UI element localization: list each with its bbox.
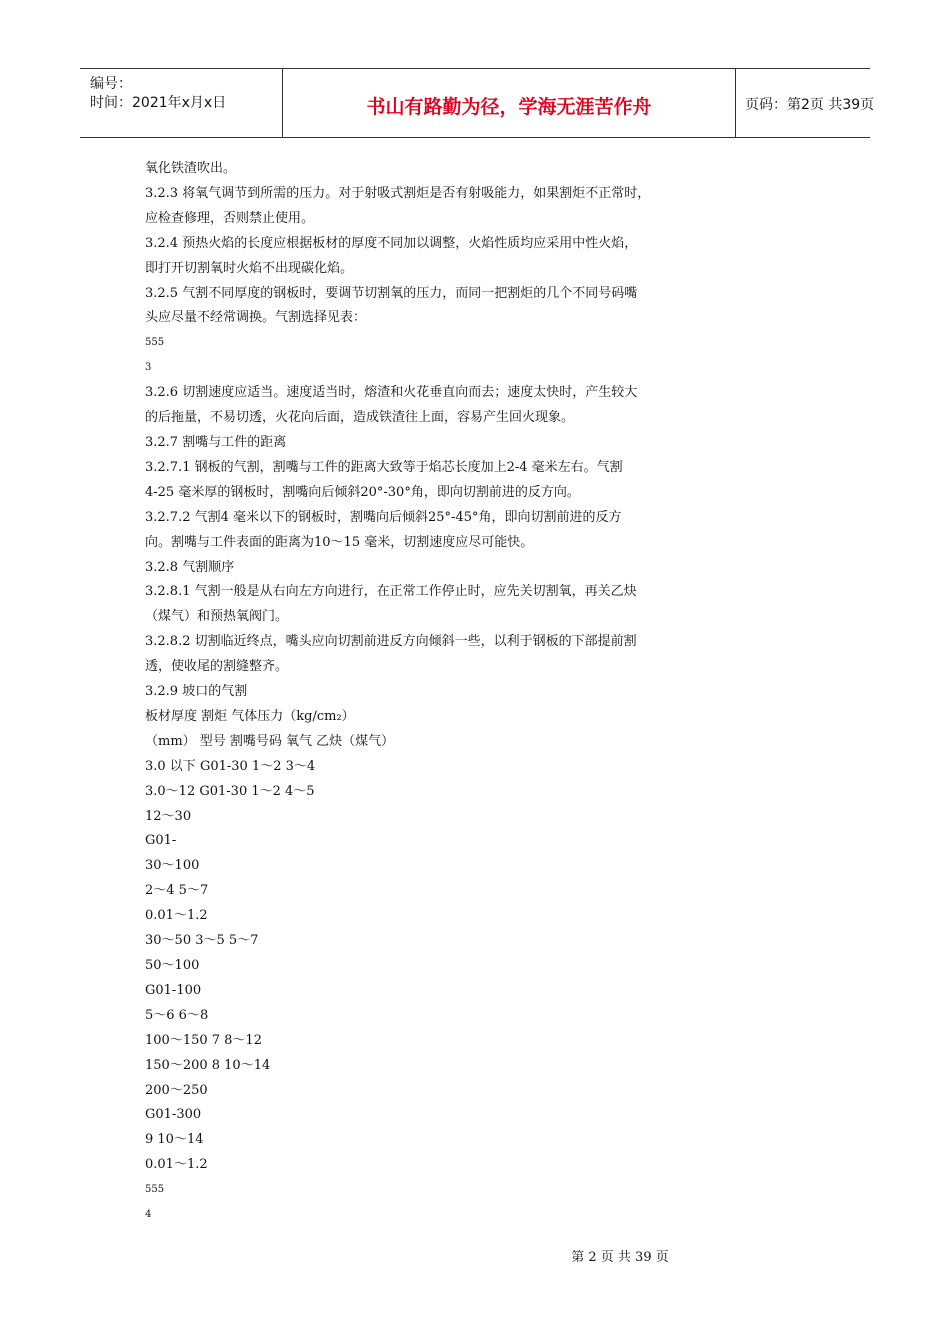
text-line: 555 [145,337,165,349]
text-line: 3.2.7.2 气割4 毫米以下的钢板时，割嘴向后倾斜25°-45°角，即向切割前进的反方 [145,509,622,525]
text-line: 头应尽量不经常调换。气割选择见表： [145,310,367,326]
footer-page-number: 第 2 页 共 39 页 [571,1250,669,1265]
text-line: 3.2.5 气割不同厚度的钢板时，要调节切割氧的压力，而同一把割炬的几个不同号码嘴 [145,285,638,301]
text-line: G01-100 [145,982,202,998]
text-line: 3.2.7 割嘴与工件的距离 [145,434,287,450]
text-line: 555 [145,1184,165,1196]
text-line: 4 [145,1209,152,1221]
page-header [80,68,875,138]
text-line: 0.01～1.2 [145,908,208,924]
text-line: （mm） 型号 割嘴号码 氧气 乙炔（煤气） [145,733,395,749]
text-line: 3.2.6 切割速度应适当。速度适当时，熔渣和火花垂直向而去；速度太快时，产生较大 [145,385,638,401]
text-line: 3.2.8.2 切割临近终点，嘴头应向切割前进反方向倾斜一些，以利于钢板的下部提前割 [145,634,637,650]
text-line: 3.2.8.1 气割一般是从右向左方向进行，在正常工作停止时，应先关切割氧，再关乙炔 [145,584,637,600]
text-line: 透，使收尾的割缝整齐。 [145,659,289,675]
text-line: G01- [145,833,177,849]
header-motto-cell [282,69,736,137]
text-line: 3.2.8 气割顺序 [145,559,235,575]
text-line: 应检查修理，否则禁止使用。 [145,210,315,226]
text-line: 12～30 [145,808,192,824]
text-line: 3.0～12 G01-30 1～2 4～5 [145,783,315,799]
text-line: 50～100 [145,958,200,973]
text-line: 30～100 [145,858,200,874]
text-line: 氧化铁渣吹出。 [145,161,237,176]
text-line: 的后拖量，不易切透，火花向后面，造成铁渣往上面，容易产生回火现象。 [145,410,575,426]
serial-label: 编号： [90,76,132,92]
document-body [145,157,805,1228]
text-line: 100～150 7 8～12 [145,1032,262,1048]
text-line: 200～250 [145,1082,208,1098]
text-line: 4-25 毫米厚的钢板时，割嘴向后倾斜20°-30°角，即向切割前进的反方向。 [145,484,580,500]
text-line: 3.2.9 坡口的气割 [145,684,248,700]
text-line: 3.0 以下 G01-30 1～2 3～4 [145,758,316,774]
text-line: 板材厚度 割炬 气体压力（kg/cm₂） [145,708,355,724]
text-line: 5～6 6～8 [145,1007,209,1023]
text-line: 0.01～1.2 [145,1157,208,1173]
text-line: G01-300 [145,1107,202,1123]
text-line: 3 [145,362,152,374]
text-line: 9 10～14 [145,1132,204,1148]
text-line: 30～50 3～5 5～7 [145,933,259,949]
text-line: 3.2.3 将氧气调节到所需的压力。对于射吸式割炬是否有射吸能力，如果割炬不正常时， [145,185,651,201]
text-line: 3.2.4 预热火焰的长度应根据板材的厚度不同加以调整，火焰性质均应采用中性火焰， [145,235,638,251]
header-page-number: 页码：第2页 共39页 [745,97,875,113]
text-line: （煤气）和预热氧阀门。 [145,609,289,625]
text-line: 2～4 5～7 [145,883,209,899]
text-line: 即打开切割氧时火焰不出现碳化焰。 [145,260,354,276]
header-info-cell [80,69,282,137]
header-motto: 书山有路勤为径，学海无涯苦作舟 [366,96,652,118]
text-line: 向。割嘴与工件表面的距离为10～15 毫米，切割速度应尽可能快。 [145,534,534,550]
text-line: 3.2.7.1 钢板的气割，割嘴与工件的距离大致等于焰芯长度加上2-4 毫米左右。气割 [145,459,623,475]
page-footer [0,1246,950,1265]
header-page-cell [735,69,875,137]
text-line: 150～200 8 10～14 [145,1057,271,1073]
time-label: 时间：2021年x月x日 [90,95,227,111]
